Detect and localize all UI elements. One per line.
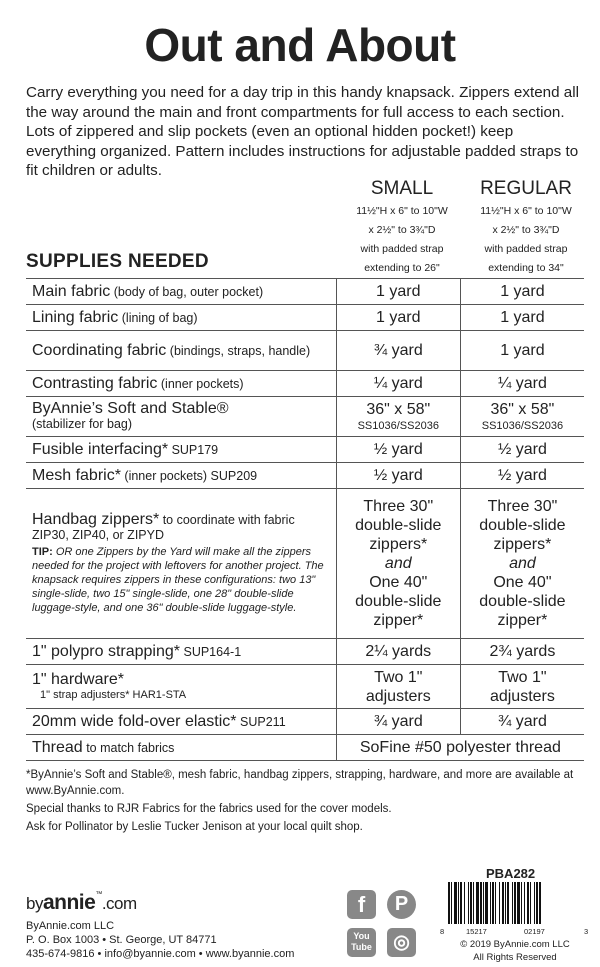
company-info: ByAnnie.com LLC P. O. Box 1003 • St. George, UT 84771 435-674-9816 • info@byannie.com • www.byannie.com [26,920,295,960]
barcode-bar [507,882,509,924]
table-row: Coordinating fabric (bindings, straps, handle) ¾ yard 1 yard [26,331,584,371]
barcode-bar [527,882,529,924]
barcode-bar [536,882,538,924]
barcode-bar [490,882,491,924]
size-small-description: 11½"H x 6" to 10"W x 2½" to 3¾"D with padded strap extending to 26" [356,205,448,274]
barcode-bar [480,882,482,924]
copyright: © 2019 ByAnnie.com LLC All Rights Reserved [460,939,570,963]
barcode-bar [534,882,535,924]
table-row: 1" hardware* 1" strap adjusters* HAR1-STA Two 1" adjusters Two 1" adjusters [26,665,584,709]
barcode-bar [492,882,494,924]
youtube-icon[interactable]: You Tube [347,928,376,957]
table-row: 20mm wide fold-over elastic* SUP211 ¾ yard ¾ yard [26,709,584,735]
barcode-bar [476,882,479,924]
barcode-bar [539,882,541,924]
barcode-bar [530,882,531,924]
table-row: Lining fabric (lining of bag) 1 yard 1 yard [26,305,584,331]
barcode-bar [521,882,522,924]
size-small-heading: SMALL [370,178,434,199]
footnote: Ask for Pollinator by Leslie Tucker Jenison at your local quilt shop. [26,821,363,833]
facebook-icon[interactable]: f [347,890,376,919]
byannie-logo: byannie™.com [26,891,137,914]
table-row: ByAnnie’s Soft and Stable® (stabilizer for bag) 36" x 58" SS1036/SS2036 36" x 58" SS1036/SS2036 [26,397,584,437]
footnote: *ByAnnie’s Soft and Stable®, mesh fabric, handbag zippers, strapping, hardware, and more are available at www.ByAnnie.com. [26,769,574,797]
size-regular-heading: REGULAR [480,178,572,199]
instagram-icon[interactable]: ◎ [387,928,416,957]
page-title: Out and About [144,19,456,71]
pinterest-icon[interactable]: P [387,890,416,919]
table-row: Fusible interfacing* SUP179 ½ yard ½ yard [26,437,584,463]
barcode-bar [495,882,496,924]
table-row: Thread to match fabrics SoFine #50 polyester thread [26,735,584,761]
barcode-bar [451,882,452,924]
barcode-bar [524,882,525,924]
barcode-bar [468,882,469,924]
intro-paragraph: Carry everything you need for a day trip in this handy knapsack. Zippers extend all the way around the main and front compartments for full access to each section. Lots of zippered and slip pockets (even an optional hidden pocket!) keep everything organized. Pattern includes instructions for adjustable padded straps to fit children or adults. [26,84,579,179]
barcode-bar [460,882,462,924]
table-row: Contrasting fabric (inner pockets) ¼ yard ¼ yard [26,371,584,397]
table-row: Handbag zippers* to coordinate with fabric ZIP30, ZIP40, or ZIPYD TIP: OR one Zippers by the Yard will make all the zippers needed for the project with leftovers for another project. The knapsack requires zippers in these configurations: two 13" single-slide, two 15" single-slide, one 28" double-slide luggage-style, and one 36" double-slide luggage-style. Three 30" double-slide zippers* and One 40" double-slide zipper* Three 30" double-slide zippers* and One 40" double-slide zipper* [26,489,584,639]
barcode-bar [483,882,484,924]
barcode-bar [448,882,450,924]
barcode-bar [499,882,500,924]
barcode-bar [514,882,516,924]
table-row: Mesh fabric* (inner pockets) SUP209 ½ yard ½ yard [26,463,584,489]
barcode-bar [505,882,506,924]
barcode-bar [454,882,457,924]
table-row: Main fabric (body of bag, outer pocket) 1 yard 1 yard [26,279,584,305]
supplies-heading: SUPPLIES NEEDED [26,251,209,272]
footnotes [26,767,586,837]
barcode-bar [512,882,513,924]
barcode-image [446,882,586,926]
barcode-bar [473,882,474,924]
supplies-table [26,278,584,761]
barcode-bar [485,882,488,924]
table-row: 1" polypro strapping* SUP164-1 2¼ yards 2¾ yards [26,639,584,665]
barcode-bar [464,882,465,924]
barcode-bar [517,882,520,924]
size-regular-description: 11½"H x 6" to 10"W x 2½" to 3¾"D with padded strap extending to 34" [480,205,572,274]
barcode-bar [458,882,459,924]
barcode-bar [470,882,472,924]
barcode-bar [502,882,504,924]
product-code: PBA282 [486,866,536,881]
footnote: Special thanks to RJR Fabrics for the fabrics used for the cover models. [26,803,392,815]
